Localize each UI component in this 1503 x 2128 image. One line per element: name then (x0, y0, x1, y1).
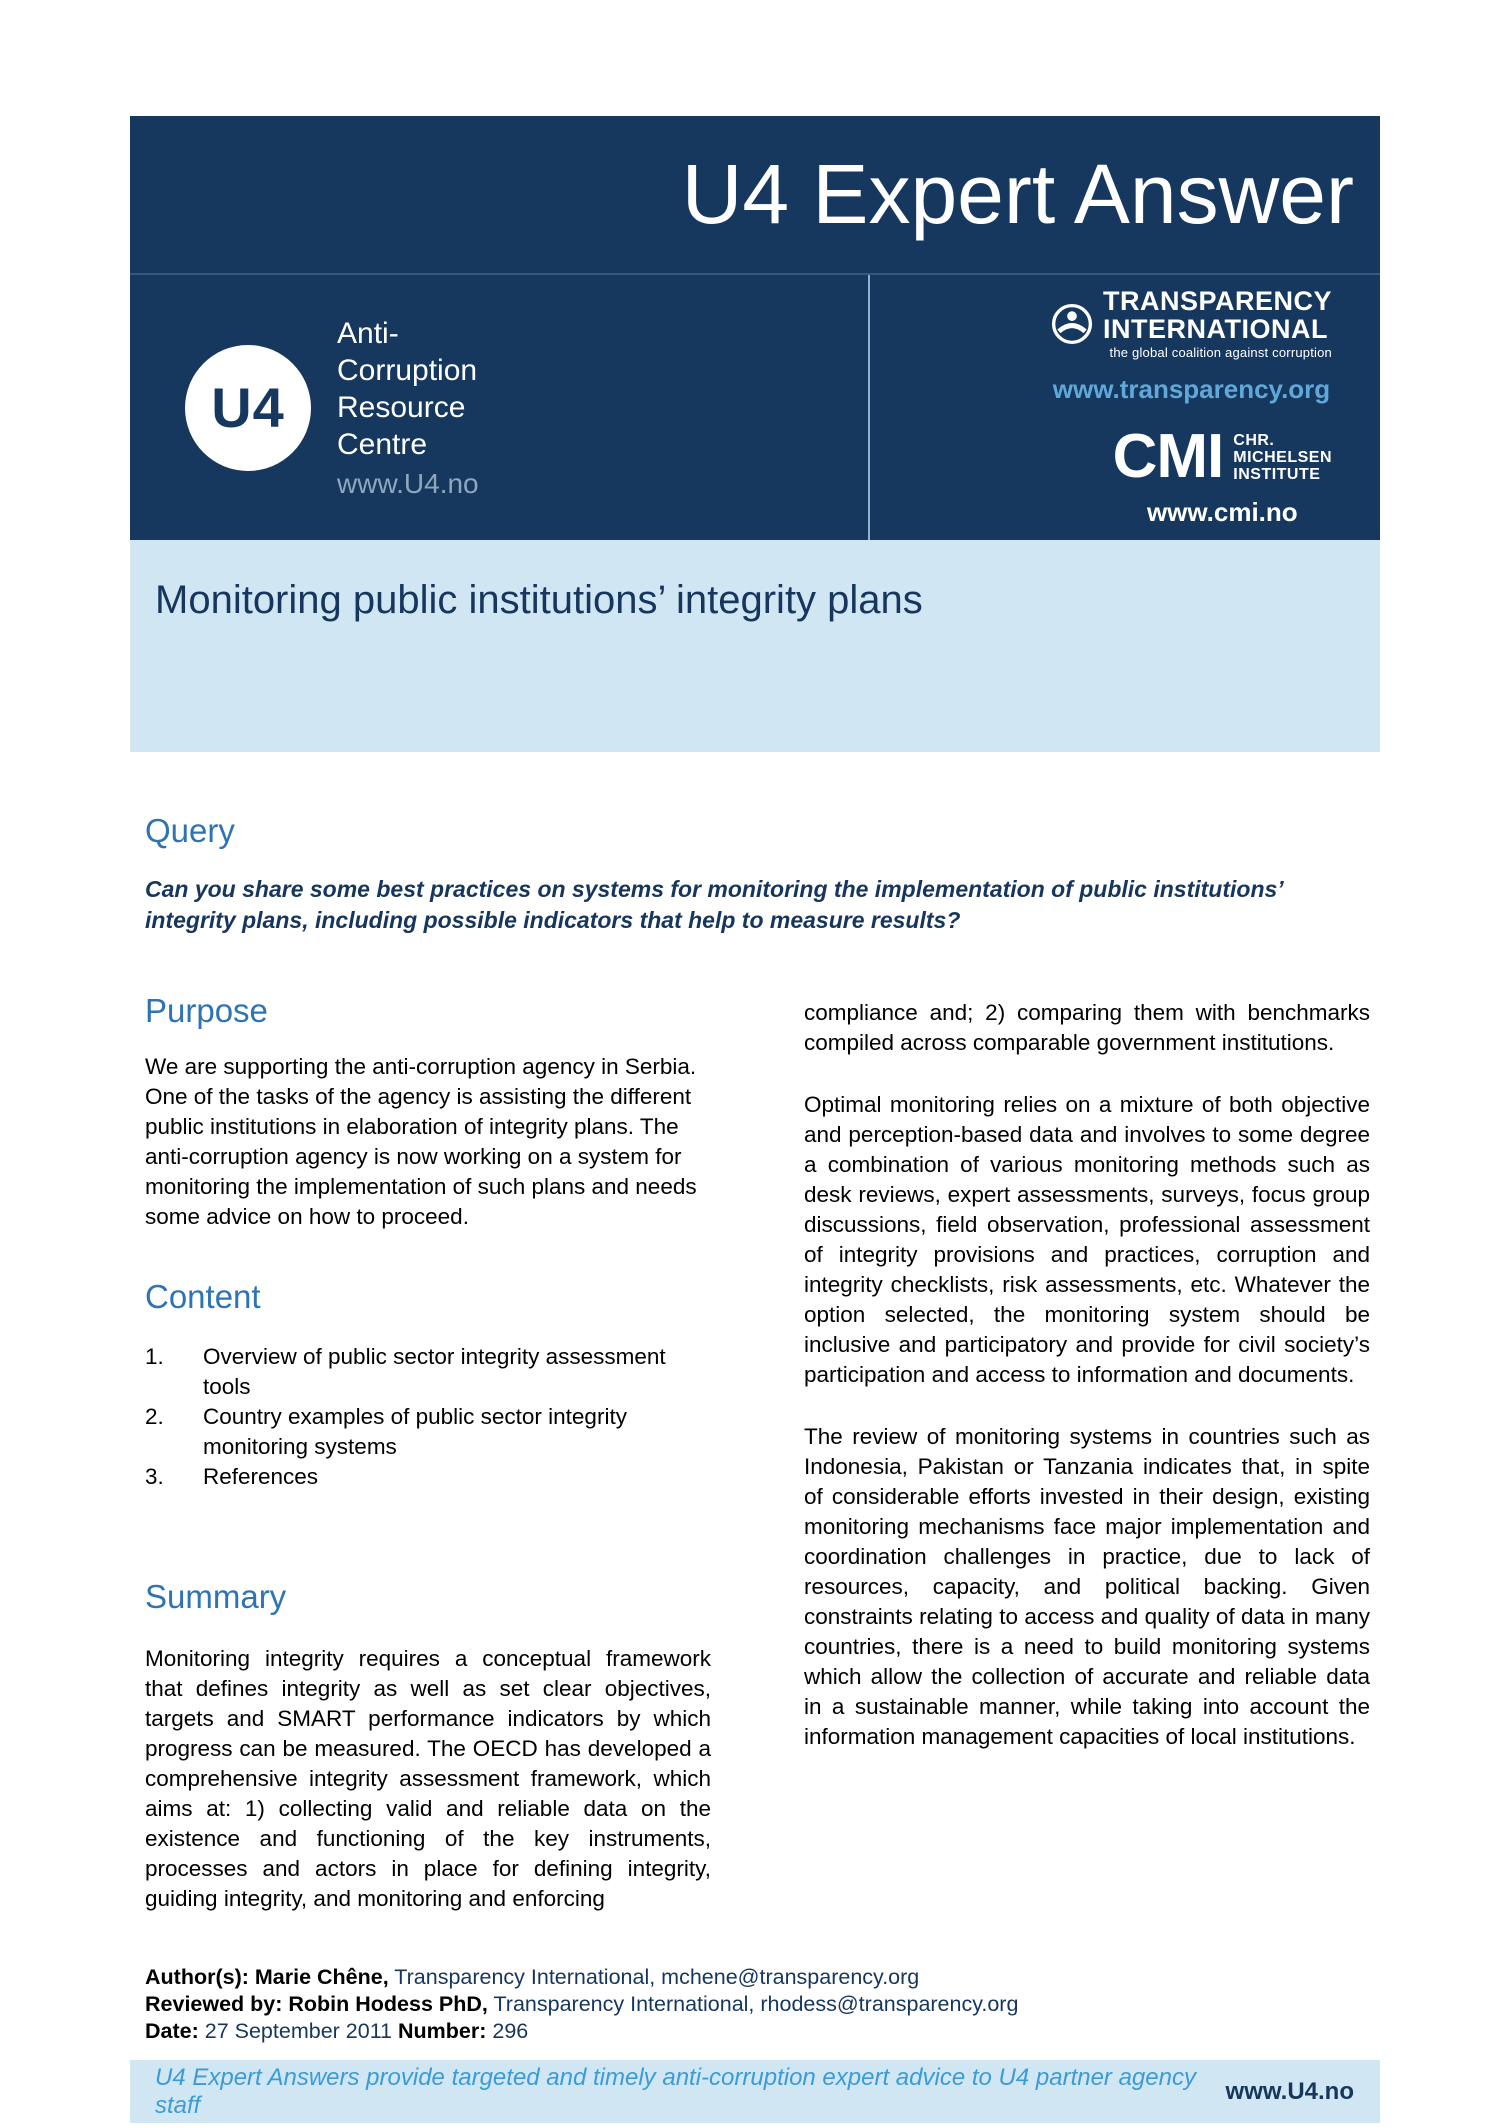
list-item (145, 1462, 711, 1492)
content-heading: Content (145, 1278, 261, 1315)
footer-url-link[interactable]: www.U4.no (1225, 2077, 1354, 2105)
query-heading: Query (145, 812, 235, 849)
summary-heading: Summary (145, 1578, 287, 1615)
masthead-title: U4 Expert Answer (681, 147, 1354, 241)
reviewed-line (145, 1991, 1370, 2018)
page-title-band (130, 540, 1380, 752)
masthead (130, 116, 1380, 752)
date-number-line (145, 2018, 1370, 2045)
ti-globe-icon (1051, 303, 1093, 345)
summary-text: Monitoring integrity requires a conceptual framework that defines integrity as well as set clear objectives, targets and SMART performance indicators by which progress can be measured. The OECD has developed a comprehensive integrity assessment framework, which aims at: 1) collecting valid and reliable data on the existence and functioning of the key instruments, processes and actors in place for defining integrity, guiding integrity, and monitoring and enforcing (145, 1646, 711, 1911)
two-column-layout (145, 992, 1370, 1914)
list-item-number: 2. (145, 1404, 164, 1429)
cmi-institute-line: CHR. (1233, 431, 1275, 449)
cmi-institute-name (1233, 432, 1332, 483)
partner-logos-block (870, 275, 1380, 540)
number-label: Number: (398, 2019, 487, 2043)
list-item-text: Overview of public sector integrity assessment tools (203, 1344, 666, 1399)
authors-block (145, 1964, 1370, 2045)
u4-logo-block (130, 275, 868, 540)
reviewed-value: Transparency International, rhodess@transparency.org (493, 1992, 1019, 2016)
masthead-title-band (130, 116, 1380, 273)
list-item-number: 3. (145, 1464, 164, 1489)
footer-tagline: U4 Expert Answers provide targeted and timely anti-corruption expert advice to U4 partner agency staff (155, 2063, 1196, 2119)
authors-line (145, 1964, 1370, 1991)
document-body (145, 752, 1370, 2045)
u4-logo-text: U4 (211, 376, 285, 439)
u4-org-line: Centre (337, 428, 428, 461)
ti-url-link[interactable]: www.transparency.org (1052, 374, 1331, 404)
number-value: 296 (492, 2019, 529, 2043)
date-value: 27 September 2011 (204, 2019, 393, 2043)
list-item (145, 1342, 711, 1402)
cmi-institute-line: INSTITUTE (1233, 465, 1321, 483)
u4-org-line: Resource (337, 391, 466, 424)
list-item (145, 1402, 711, 1462)
cmi-wordmark: CMI (1112, 422, 1224, 491)
right-column-paragraph: compliance and; 2) comparing them with benchmarks compiled across comparable government institutions. (804, 1000, 1370, 1055)
page-title: Monitoring public institutions’ integrity plans (155, 578, 923, 622)
ti-wordmark-line1: TRANSPARENCY (1102, 286, 1332, 316)
u4-org-line: Anti- (337, 317, 399, 350)
author-value: Transparency International, mchene@transparency.org (394, 1965, 920, 1989)
masthead-logo-band (130, 273, 1380, 540)
cmi-logo-row (1112, 422, 1332, 491)
ti-wordmark (1103, 287, 1332, 360)
cmi-institute-line: MICHELSEN (1233, 448, 1332, 466)
query-text: Can you share some best practices on systems for monitoring the implementation of public institutions’ integrity plans, including possible indicators that help to measure results? (145, 876, 1283, 933)
left-column (145, 992, 711, 1914)
right-column (804, 992, 1370, 1914)
date-label: Date: (145, 2019, 199, 2043)
list-item-text: References (203, 1464, 319, 1489)
ti-wordmark-line2: INTERNATIONAL (1102, 314, 1328, 344)
transparency-international-logo (1051, 287, 1332, 405)
footer-band (130, 2060, 1380, 2123)
right-column-paragraph: Optimal monitoring relies on a mixture of both objective and perception-based data and involves to some degree a combination of various monitoring methods such as desk reviews, expert assessments, surveys, focus group discussions, field observation, professional assessment of integrity provisions and practices, corruption and integrity checklists, risk assessments, etc. Whatever the option selected, the monitoring system should be inclusive and participatory and provide for civil society’s participation and access to information and documents. (804, 1092, 1370, 1387)
reviewed-label: Reviewed by: Robin Hodess PhD, (145, 1992, 488, 2016)
u4-logo (185, 345, 311, 471)
u4-org-name (337, 315, 479, 500)
ti-logo-row (1051, 287, 1332, 360)
list-item-number: 1. (145, 1344, 164, 1369)
u4-org-line: Corruption (337, 354, 478, 387)
cmi-url-link[interactable]: www.cmi.no (1146, 497, 1298, 527)
cmi-logo (1112, 422, 1332, 528)
content-list (145, 1342, 711, 1492)
purpose-heading: Purpose (145, 992, 268, 1029)
list-item-text: Country examples of public sector integrity monitoring systems (203, 1404, 627, 1459)
author-label: Author(s): Marie Chêne, (145, 1965, 389, 1989)
ti-tagline: the global coalition against corruption (1109, 345, 1332, 360)
right-column-paragraph: The review of monitoring systems in countries such as Indonesia, Pakistan or Tanzania indicates that, in spite of considerable efforts invested in their design, existing monitoring mechanisms face major implementation and coordination challenges in practice, due to lack of resources, capacity, and political backing. Given constraints relating to access and quality of data in many countries, there is a need to build monitoring systems which allow the collection of accurate and reliable data in a sustainable manner, while taking into account the information management capacities of local institutions. (804, 1424, 1370, 1749)
purpose-text: We are supporting the anti-corruption agency in Serbia. One of the tasks of the agency is assisting the different public institutions in elaboration of integrity plans. The anti-corruption agency is now working on a system for monitoring the implementation of such plans and needs some advice on how to proceed. (145, 1054, 697, 1229)
u4-url-link[interactable]: www.U4.no (337, 468, 479, 499)
